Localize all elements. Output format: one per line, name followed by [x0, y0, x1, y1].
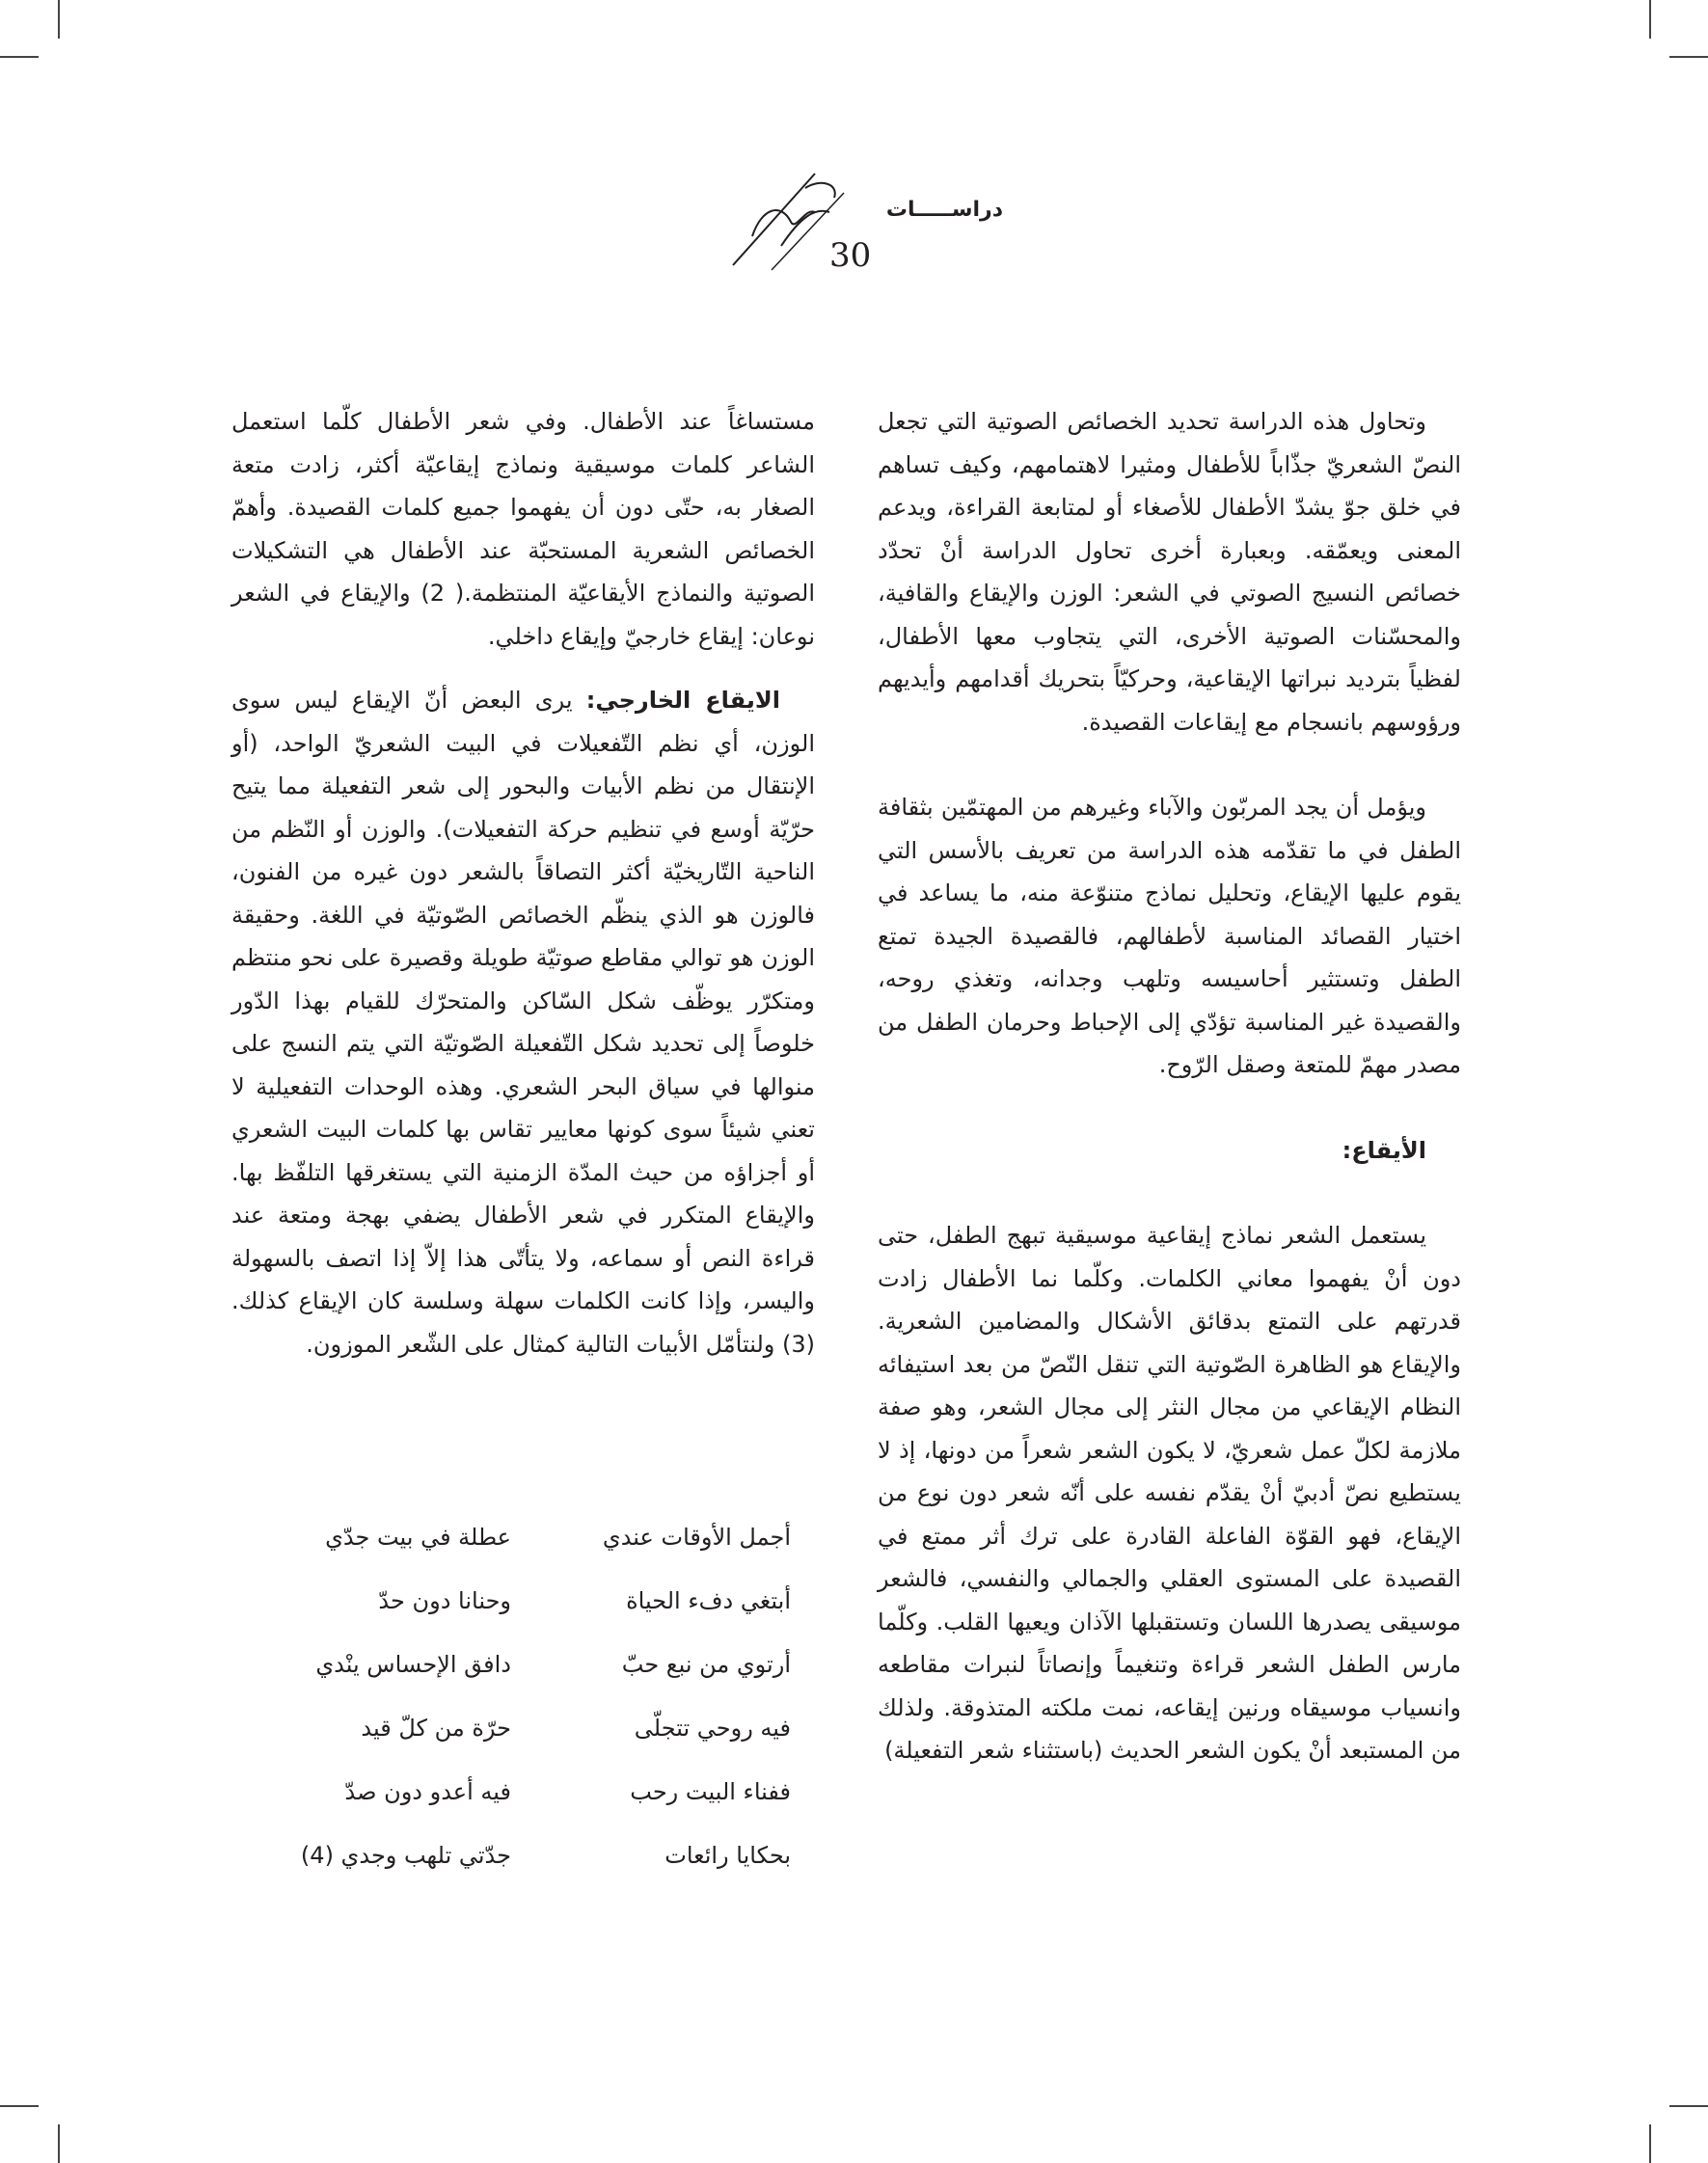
verse-row	[289, 1651, 791, 1715]
verse-first-hemistich: فيه روحي تتجلّى	[634, 1715, 791, 1742]
page-number: 30	[829, 236, 872, 275]
crop-mark	[1649, 0, 1651, 39]
run-in-heading: الايقاع الخارجي:	[585, 687, 780, 714]
crop-mark	[1669, 2105, 1708, 2107]
crop-mark	[58, 0, 60, 39]
verse-row	[289, 1842, 791, 1906]
left-column	[231, 400, 815, 1365]
verse-first-hemistich: أرتوي من نبع حبّ	[621, 1651, 791, 1678]
paragraph: مستساغاً عند الأطفال. وفي شعر الأطفال كلّما استعمل الشاعر كلمات موسيقية ونماذج إيقاعيّة أكثر، زادت متعة الصغار به، حتّى دون أن يفهموا جميع كلمات القصيدة. وأهمّ الخصائص الشعرية المستحبّة عند الأطفال هي التشكيلات الصوتية والنماذج الأيقاعيّة المنتظمة.( 2) والإيقاع في الشعر نوعان: إيقاع خارجيّ وإيقاع داخلي.	[231, 408, 815, 650]
poem-verses	[289, 1524, 791, 1906]
verse-first-hemistich: بحكايا رائعات	[664, 1842, 791, 1869]
verse-second-hemistich: فيه أعدو دون صدّ	[344, 1778, 511, 1805]
verse-second-hemistich: حرّة من كلّ قيد	[361, 1715, 511, 1742]
paragraph-text: يرى البعض أنّ الإيقاع ليس سوى الوزن، أي نظم التّفعيلات في البيت الشعريّ الواحد، (أو الإنتقال من نظم الأبيات والبحور إلى شعر التفعيلة مما يتيح حرّيّة أوسع في تنظيم حركة التفعيلات). والوزن أو النّظم من الناحية التّاريخيّة أكثر التصاقاً بالشعر دون غيره من الفنون، فالوزن هو الذي ينظّم الخصائص الصّوتيّة في اللغة. وحقيقة الوزن هو توالي مقاطع صوتيّة طويلة وقصيرة على نحو منتظم ومتكرّر يوظّف شكل السّاكن والمتحرّك للقيام بهذا الدّور خلوصاً إلى تحديد شكل التّفعيلة الصّوتيّة التي يتم النسج على منوالها في سياق البحر الشعري. وهذه الوحدات التفعيلية لا تعني شيئاً سوى كونها معايير تقاس بها كلمات البيت الشعري أو أجزاؤه من حيث المدّة الزمنية التي يستغرقها التلفّظ بها. والإيقاع المتكرر في شعر الأطفال يضفي بهجة ومتعة عند قراءة النص أو سماعه، ولا يتأتّى هذا إلاّ إذا اتصف بالسهولة واليسر، وإذا كانت الكلمات سهلة وسلسة كان الإيقاع كذلك. (3) ولنتأمّل الأبيات التالية كمثال على الشّعر الموزون.	[231, 687, 815, 1358]
paragraph: وتحاول هذه الدراسة تحديد الخصائص الصوتية التي تجعل النصّ الشعريّ جذّاباً للأطفال ومثيرا لاهتمامهم، وكيف تساهم في خلق جوّ يشدّ الأطفال للأصغاء أو لمتابعة القراءة، ويدعم المعنى ويعمّقه. وبعبارة أخرى تحاول الدراسة أنْ تحدّد خصائص النسيج الصوتي في الشعر: الوزن والإيقاع والقافية، والمحسّنات الصوتية الأخرى، التي يتجاوب معها الأطفال، لفظياً بترديد نبراتها الإيقاعية، وحركيّاً بتحريك أقدامهم وأيديهم ورؤوسهم بانسجام مع إيقاعات القصيدة.	[878, 408, 1461, 736]
verse-row	[289, 1587, 791, 1651]
verse-row	[289, 1778, 791, 1842]
verse-first-hemistich: أبتغي دفء الحياة	[626, 1587, 791, 1614]
verse-row	[289, 1715, 791, 1778]
paragraph: ويؤمل أن يجد المربّون والآباء وغيرهم من المهتمّين بثقافة الطفل في ما تقدّمه هذه الدراسة من تعريف بالأسس التي يقوم عليها الإيقاع، وتحليل نماذج متنوّعة منه، ما يساعد في اختيار القصائد المناسبة لأطفالهم، فالقصيدة الجيدة تمتع الطفل وتستثير أحاسيسه وتلهب وجدانه، وتغذي روحه، والقصيدة غير المناسبة تؤدّي إلى الإحباط وحرمان الطفل من مصدر مهمّ للمتعة وصقل الرّوح.	[878, 794, 1461, 1078]
section-label: دراســـــات	[885, 198, 1003, 222]
page-header	[704, 169, 1013, 294]
verse-first-hemistich: أجمل الأوقات عندي	[602, 1524, 791, 1551]
crop-mark	[1649, 2124, 1651, 2163]
verse-second-hemistich: عطلة في بيت جدّي	[325, 1524, 511, 1551]
section-heading: الأيقاع:	[1342, 1136, 1426, 1164]
paragraph: يستعمل الشعر نماذج إيقاعية موسيقية تبهج الطفل، حتى دون أنْ يفهموا معاني الكلمات. وكلّما نما الأطفال زادت قدرتهم على التمتع بدقائق الأشكال والمضامين الشعرية. والإيقاع هو الظاهرة الصّوتية التي تنقل النّصّ من بعد استيفائه النظام الإيقاعي من مجال النثر إلى مجال الشعر، وهو صفة ملازمة لكلّ عمل شعريّ، لا يكون الشعر شعراً من دونها، إذ لا يستطيع نصّ أدبيّ أنْ يقدّم نفسه على أنّه شعر دون نوع من الإيقاع، فهو القوّة الفاعلة القادرة على ترك أثر ممتع في القصيدة على المستوى العقلي والجمالي والنفسي، فالشعر موسيقى يصدرها اللسان وتستقبلها الآذان ويعيها القلب. وكلّما مارس الطفل الشعر قراءة وتنغيماً وإنصاتاً لنبرات مقاطعه وانسياب موسيقاه ورنين إيقاعه، نمت ملكته المتذوقة. ولذلك من المستبعد أنْ يكون الشعر الحديث (باستثناء شعر التفعيلة)	[878, 1222, 1461, 1764]
crop-mark	[1669, 56, 1708, 58]
verse-row	[289, 1524, 791, 1587]
crop-mark	[58, 2124, 60, 2163]
crop-mark	[0, 56, 39, 58]
right-column	[878, 400, 1461, 1772]
verse-second-hemistich: وحنانا دون حدّ	[378, 1587, 511, 1614]
verse-second-hemistich: دافق الإحساس ينْدي	[315, 1651, 511, 1678]
verse-first-hemistich: ففناء البيت رحب	[630, 1778, 791, 1805]
paragraph	[231, 679, 815, 1365]
crop-mark	[0, 2105, 39, 2107]
verse-second-hemistich: جدّتي تلهب وجدي (4)	[300, 1842, 511, 1869]
